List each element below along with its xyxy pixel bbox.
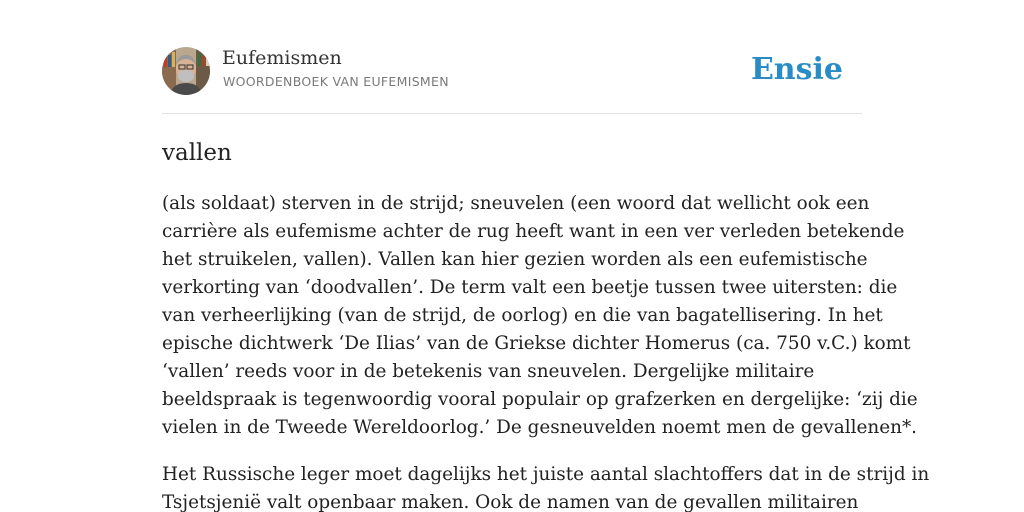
paragraph-line: epische dichtwerk ‘De Ilias’ van de Griekse dichter Homerus (ca. 750 v.C.) komt (162, 333, 911, 354)
paragraph-line: beeldspraak is tegenwoordig vooral populair op grafzerken en dergelijke: ‘zij die (162, 389, 918, 410)
paragraph-line: het struikelen, vallen). Vallen kan hier gezien worden als een eufemistische (162, 249, 868, 270)
paragraph-line: (als soldaat) sterven in de strijd; sneuvelen (een woord dat wellicht ook een (162, 193, 870, 214)
paragraph-line: van verheerlijking (van de strijd, de oorlog) en die van bagatellisering. In het (162, 305, 883, 326)
author-avatar[interactable] (162, 47, 210, 95)
brand-logo-link[interactable]: Ensie (750, 52, 843, 87)
entry-title: vallen (162, 140, 232, 166)
site-header (162, 46, 862, 96)
header-divider (162, 113, 862, 114)
paragraph-line: carrière als eufemisme achter de rug heeft want in een ver verleden betekende (162, 221, 905, 242)
paragraph-line: vielen in de Tweede Wereldoorlog.’ De gesneuvelden noemt men de gevallenen*. (162, 417, 918, 438)
paragraph-line: Tsjetsjenië valt openbaar maken. Ook de namen van de gevallen militairen (162, 492, 859, 512)
site-title[interactable]: Eufemismen (222, 47, 342, 69)
site-subtitle: WOORDENBOEK VAN EUFEMISMEN (223, 74, 449, 89)
paragraph-line: ‘vallen’ reeds voor in de betekenis van sneuvelen. Dergelijke militaire (162, 361, 815, 382)
paragraph-line: verkorting van ‘doodvallen’. De term valt een beetje tussen twee uitersten: die (162, 277, 898, 298)
entry-paragraph-2 (162, 461, 930, 512)
entry-paragraph-1 (162, 190, 918, 442)
paragraph-line: Het Russische leger moet dagelijks het juiste aantal slachtoffers dat in de strijd in (162, 464, 930, 485)
